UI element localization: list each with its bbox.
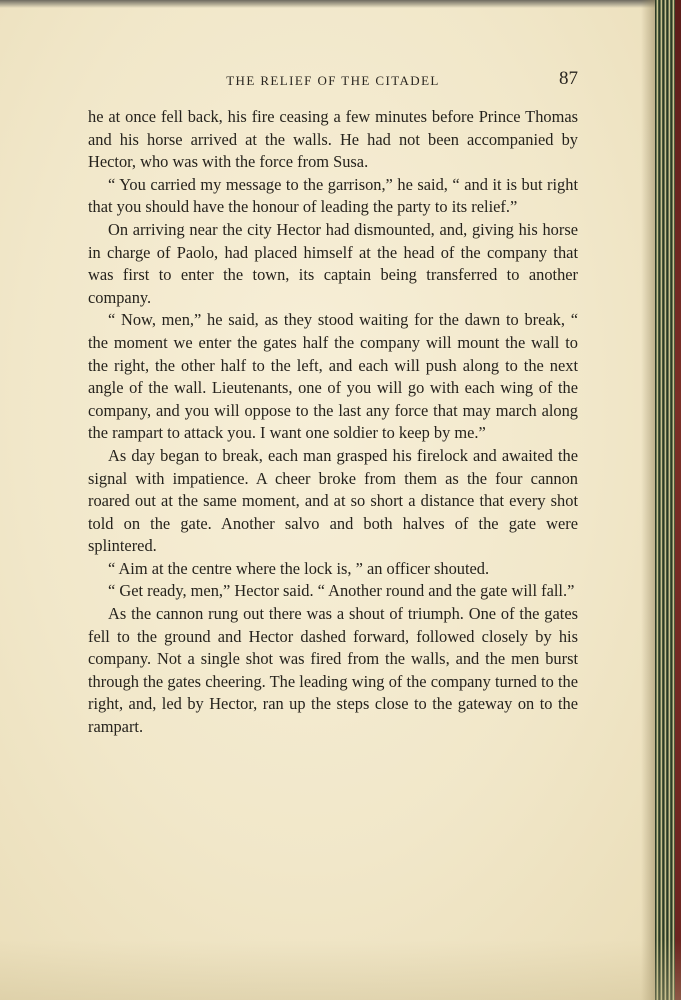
- running-title: THE RELIEF OF THE CITADEL: [226, 73, 440, 88]
- running-head: [88, 68, 578, 96]
- paragraph: On arriving near the city Hector had dismounted, and, giving his horse in charge of Paolo, had placed himself at the head of the company that was first to enter the town, its captain being transferred to another company.: [88, 219, 578, 307]
- paragraph: As the cannon rung out there was a shout of triumph. One of the gates fell to the ground and Hector dashed forward, followed closely by his company. Not a single shot was fired from the walls, and the men burst through the gates cheering. The leading wing of the company turned to the right, and, led by Hector, ran up the steps close to the gateway on to the rampart.: [88, 604, 578, 737]
- page-number: 87: [559, 68, 578, 89]
- paragraph: “ Now, men,” he said, as they stood waiting for the dawn to break, “ the moment we enter the gates half the company will mount the wall to the right, the other half to the left, and each will push along to the next angle of the wall. Lieutenants, one of you will go with each wing of the company, and you will oppose to the last any force that may march along the rampart to attack you. I want one soldier to keep by me.”: [88, 310, 578, 443]
- page-edge-shadow: [641, 0, 655, 1000]
- cover-edge: [675, 0, 681, 1000]
- paragraph: he at once fell back, his fire ceasing a few minutes before Prince Thomas and his horse arrived at the walls. He had not been accompanied by Hector, who was with the force from Susa.: [88, 107, 578, 172]
- paragraph: “ You carried my message to the garrison,” he said, “ and it is but right that you should have the honour of leading the party to its relief.”: [88, 174, 578, 217]
- paragraph: “ Aim at the centre where the lock is, ” an officer shouted.: [108, 558, 490, 578]
- paragraph: As day began to break, each man grasped his firelock and awaited the signal with impatience. A cheer broke from them as the four cannon roared out at the same moment, and at so short a distance that every shot told on the gate. Another salvo and both halves of the gate were splintered.: [88, 445, 578, 556]
- paragraph: “ Get ready, men,” Hector said. “ Another round and the gate will fall.”: [108, 581, 575, 601]
- body-text: [88, 106, 578, 739]
